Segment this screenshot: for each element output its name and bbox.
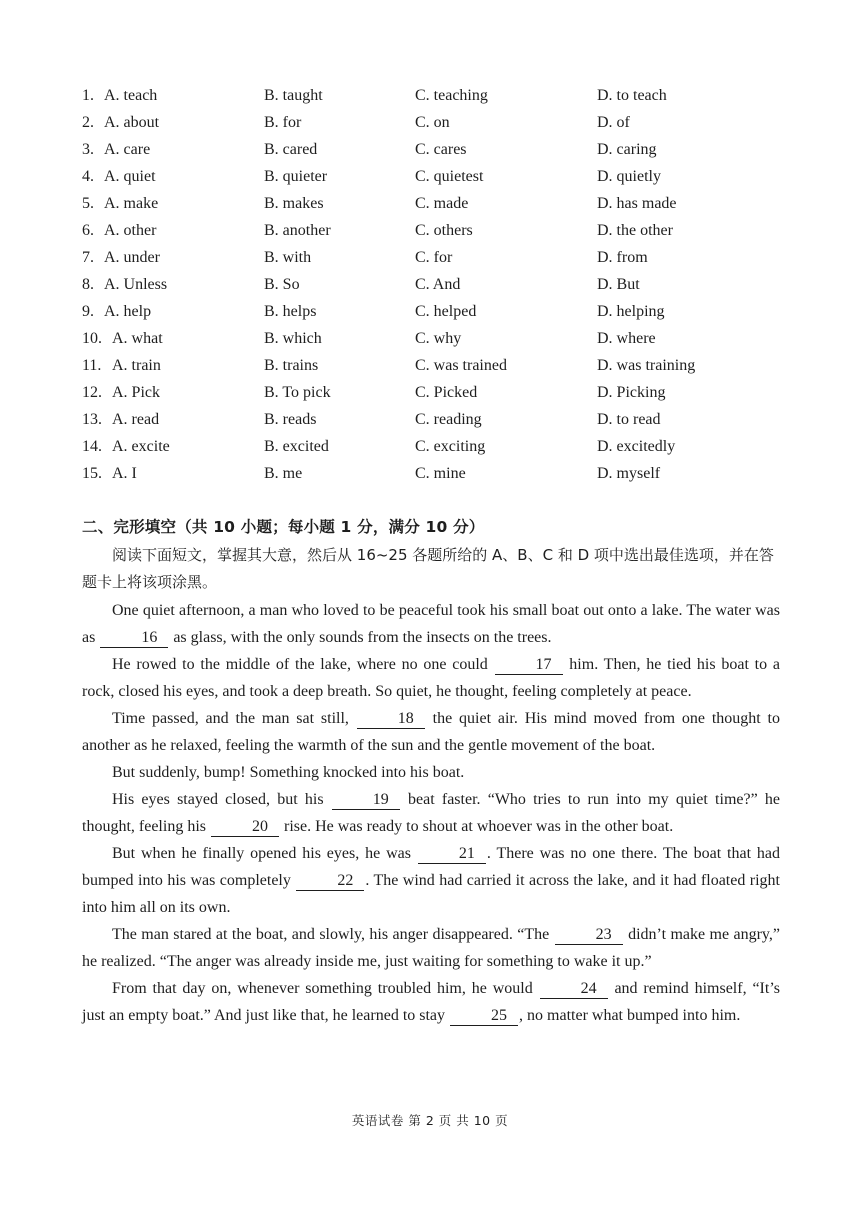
question-number: 10. (82, 330, 102, 347)
question-row (0, 246, 860, 273)
passage-paragraph (82, 921, 780, 975)
option-b: B. reads (264, 411, 317, 428)
passage-paragraph (82, 759, 780, 786)
option-b: B. which (264, 330, 322, 347)
passage-paragraph (82, 651, 780, 705)
option-d: D. to teach (597, 87, 667, 104)
option-d: D. from (597, 249, 648, 266)
passage-text: as glass, with the only sounds from the insects on the trees. (169, 629, 552, 646)
cloze-passage (82, 597, 780, 1029)
question-row (0, 192, 860, 219)
option-d: D. the other (597, 222, 673, 239)
option-a: A. help (104, 303, 152, 320)
option-a: A. other (104, 222, 157, 239)
cloze-blank: 19 (332, 791, 400, 810)
passage-text: and remind himself, “It’s just an empty boat.” And just like that, he learned to stay (82, 980, 780, 1024)
option-b: B. me (264, 465, 303, 482)
question-number: 1. (82, 87, 94, 104)
option-d: D. was training (597, 357, 696, 374)
passage-text: . The wind had carried it across the lake, and it had floated right into him all on its own. (82, 872, 780, 916)
question-row (0, 354, 860, 381)
question-row (0, 219, 860, 246)
question-number: 3. (82, 141, 94, 158)
cloze-blank: 16 (100, 629, 168, 648)
option-a: A. Pick (112, 384, 160, 401)
option-d: D. quietly (597, 168, 661, 185)
cloze-blank: 23 (555, 926, 623, 945)
option-c: C. why (415, 330, 462, 347)
option-a: A. about (104, 114, 160, 131)
question-row (0, 435, 860, 462)
question-number: 14. (82, 438, 102, 455)
option-d: D. where (597, 330, 656, 347)
passage-text: him. Then, he tied his boat to a rock, closed his eyes, and took a deep breath. So quiet, he thought, feeling completely at peace. (82, 656, 780, 700)
option-d: D. has made (597, 195, 677, 212)
passage-text: From that day on, whenever something troubled him, he would (112, 980, 539, 997)
question-number: 12. (82, 384, 102, 401)
section-instructions: 阅读下面短文，掌握其大意，然后从 16~25 各题所给的 A、B、C 和 D 项中选出最佳选项，并在答题卡上将该项涂黑。 (82, 546, 774, 591)
option-b: B. excited (264, 438, 329, 455)
option-c: C. was trained (415, 357, 507, 374)
passage-text: beat faster. “Who tries to run into my quiet time?” he thought, feeling his (82, 791, 781, 835)
passage-paragraph (82, 975, 780, 1029)
option-a: A. under (104, 249, 160, 266)
passage-paragraph (82, 786, 780, 840)
option-a: A. care (104, 141, 151, 158)
question-row (0, 408, 860, 435)
question-number: 2. (82, 114, 94, 131)
option-c: C. reading (415, 411, 482, 428)
option-b: B. So (264, 276, 300, 293)
option-c: C. cares (415, 141, 467, 158)
cloze-blank: 24 (540, 980, 608, 999)
option-d: D. of (597, 114, 630, 131)
question-row (0, 165, 860, 192)
cloze-blank: 17 (495, 656, 563, 675)
question-row (0, 138, 860, 165)
cloze-blank: 25 (450, 1007, 518, 1026)
cloze-blank: 22 (296, 872, 364, 891)
passage-text: the quiet air. His mind moved from one thought to another as he relaxed, feeling the warmth of the sun and the gentle movement of the boat. (82, 710, 780, 754)
question-number: 11. (82, 357, 102, 374)
option-d: D. But (597, 276, 640, 293)
option-b: B. trains (264, 357, 319, 374)
passage-text: . There was no one there. The boat that had bumped into his was completely (82, 845, 780, 889)
option-a: A. Unless (104, 276, 168, 293)
option-d: D. caring (597, 141, 657, 158)
option-d: D. to read (597, 411, 661, 428)
option-b: B. with (264, 249, 312, 266)
passage-text: But suddenly, bump! Something knocked into his boat. (112, 764, 465, 781)
question-number: 4. (82, 168, 94, 185)
passage-text: His eyes stayed closed, but his (112, 791, 331, 808)
option-b: B. To pick (264, 384, 331, 401)
question-row (0, 84, 860, 111)
option-b: B. another (264, 222, 331, 239)
question-number: 15. (82, 465, 102, 482)
option-b: B. quieter (264, 168, 328, 185)
question-number: 9. (82, 303, 94, 320)
option-c: C. teaching (415, 87, 488, 104)
option-a: A. excite (112, 438, 170, 455)
option-c: C. Picked (415, 384, 478, 401)
option-c: C. quietest (415, 168, 484, 185)
question-number: 5. (82, 195, 94, 212)
option-a: A. quiet (104, 168, 156, 185)
question-number: 8. (82, 276, 94, 293)
option-c: C. mine (415, 465, 466, 482)
option-c: C. for (415, 249, 453, 266)
option-c: C. on (415, 114, 450, 131)
cloze-blank: 21 (418, 845, 486, 864)
question-row (0, 273, 860, 300)
answer-options-table (0, 84, 860, 489)
option-d: D. excitedly (597, 438, 676, 455)
option-b: B. taught (264, 87, 323, 104)
page-footer: 英语试卷 第 2 页 共 10 页 (351, 1113, 509, 1128)
option-c: C. And (415, 276, 461, 293)
option-b: B. cared (264, 141, 318, 158)
passage-text: The man stared at the boat, and slowly, his anger disappeared. “The (112, 926, 554, 943)
option-b: B. makes (264, 195, 324, 212)
passage-paragraph (82, 840, 780, 921)
passage-text: rise. He was ready to shout at whoever was in the other boat. (279, 818, 674, 835)
passage-text: didn’t make me angry,” he realized. “The anger was already inside me, just waiting for something to wake it up.” (82, 926, 780, 970)
question-number: 13. (82, 411, 102, 428)
option-d: D. Picking (597, 384, 666, 401)
question-number: 7. (82, 249, 94, 266)
passage-text: But when he finally opened his eyes, he was (112, 845, 417, 862)
passage-text: He rowed to the middle of the lake, where no one could (112, 656, 494, 673)
question-row (0, 381, 860, 408)
option-d: D. myself (597, 465, 661, 482)
option-a: A. what (112, 330, 163, 347)
passage-text: Time passed, and the man sat still, (112, 710, 356, 727)
option-c: C. exciting (415, 438, 486, 455)
question-row (0, 300, 860, 327)
question-row (0, 327, 860, 354)
option-b: B. helps (264, 303, 317, 320)
passage-text: , no matter what bumped into him. (519, 1007, 741, 1024)
option-c: C. helped (415, 303, 477, 320)
option-a: A. make (104, 195, 159, 212)
cloze-blank: 18 (357, 710, 425, 729)
question-number: 6. (82, 222, 94, 239)
option-b: B. for (264, 114, 302, 131)
passage-paragraph (82, 597, 780, 651)
question-row (0, 462, 860, 489)
question-row (0, 111, 860, 138)
option-a: A. teach (104, 87, 158, 104)
passage-text: One quiet afternoon, a man who loved to be peaceful took his small boat out onto a lake. The water was as (82, 602, 780, 646)
section-title: 二、完形填空（共 10 小题；每小题 1 分，满分 10 分） (82, 518, 485, 536)
option-c: C. made (415, 195, 469, 212)
option-a: A. I (112, 465, 137, 482)
option-d: D. helping (597, 303, 665, 320)
option-a: A. read (112, 411, 160, 428)
option-c: C. others (415, 222, 473, 239)
cloze-blank: 20 (211, 818, 279, 837)
passage-paragraph (82, 705, 780, 759)
option-a: A. train (112, 357, 161, 374)
